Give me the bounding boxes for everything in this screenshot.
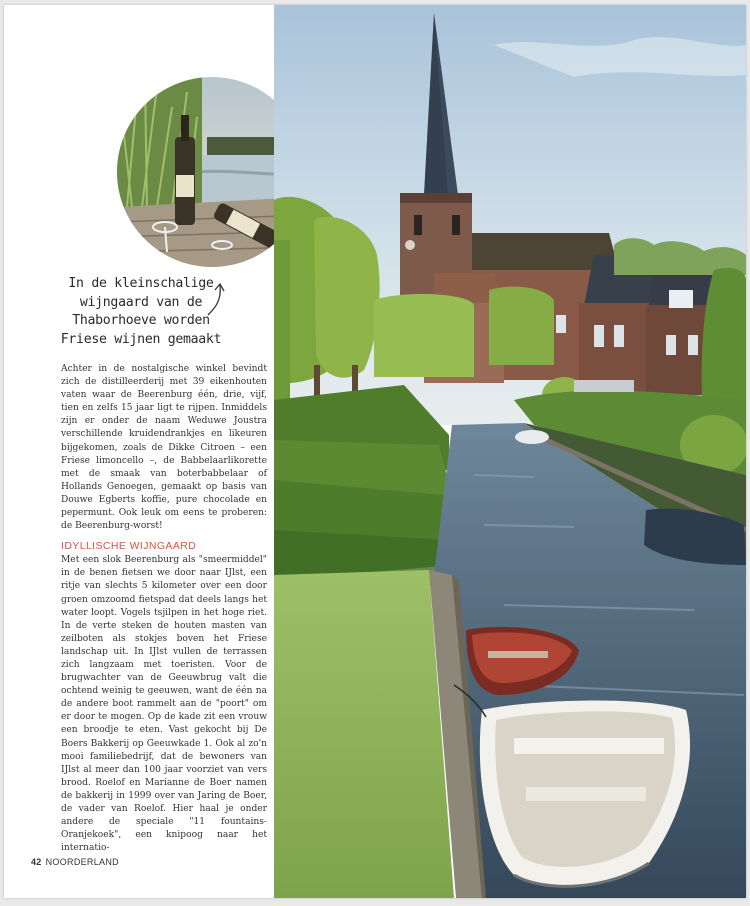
article-paragraph: Achter in de nostalgische winkel bevindt zich de distilleerderij met 39 eikenhouten vaten waar de Beerenburg één, drie, vijf, tien en zelfs 15 jaar ligt te rijpen. Inmiddels zijn er onder de naam Weduwe Joustra verschillende kruidendrankjes en likeuren bijgekomen, zoals de Dikke Citroen – een Friese limoncello –, de Babbelaarlikorette met de smaak van boterbabbelaar of Hollands Genoegen, gemaakt op basis van Douwe Egberts koffie, pure chocolade en pepermunt. Ook leuk om eens te proberen: de Beerenburg-worst! <box>61 364 267 532</box>
curved-arrow-icon <box>204 281 228 317</box>
magazine-page <box>4 5 746 898</box>
section-subheading: IDYLLISCHE WIJNGAARD <box>61 540 197 553</box>
photo-caption: In de kleinschalige wijngaard van de Thaborhoeve worden Friese wijnen gemaakt <box>60 276 222 347</box>
article-body <box>61 363 267 855</box>
article-paragraph: Met een slok Beerenburg als "smeermiddel" in de benen fietsen we door naar IJlst, een ritje van slechts 5 kilometer over een door groen omzoomd fietspad dat deels langs het water loopt. Vogels tsjilpen in het hoge riet. In de verte steken de houten masten van zeilboten als stokjes boven het Friese landschap uit. In IJlst vullen de terrassen zich langzaam met toeristen. Voor de brugwachter van de Geeuwbrug valt die ochtend weinig te geeuwen, want de één na de andere boot rammelt aan de "poort" om er door te mogen. Op de kade zit een vrouw een broodje te eten. Vast gekocht bij De Boers Bakkerij op Geeuwkade 1. Ook al zo'n mooi familiebedrijf, dat de bewoners van IJlst al meer dan 100 jaar voorziet van vers brood. Roelof en Marianne de Boer namen de bakkerij in 1999 over van Jaring de Boer, de vader van Roelof. Hier haal je onder andere de speciale "11 fountains-Oranjekoek", een knipoog naar het internatio- <box>61 555 267 854</box>
page-number: 42 <box>31 857 42 867</box>
canal-village-photo <box>274 5 746 898</box>
magazine-name: NOORDERLAND <box>45 857 119 867</box>
page-footer <box>31 857 119 867</box>
text-column <box>4 5 274 898</box>
